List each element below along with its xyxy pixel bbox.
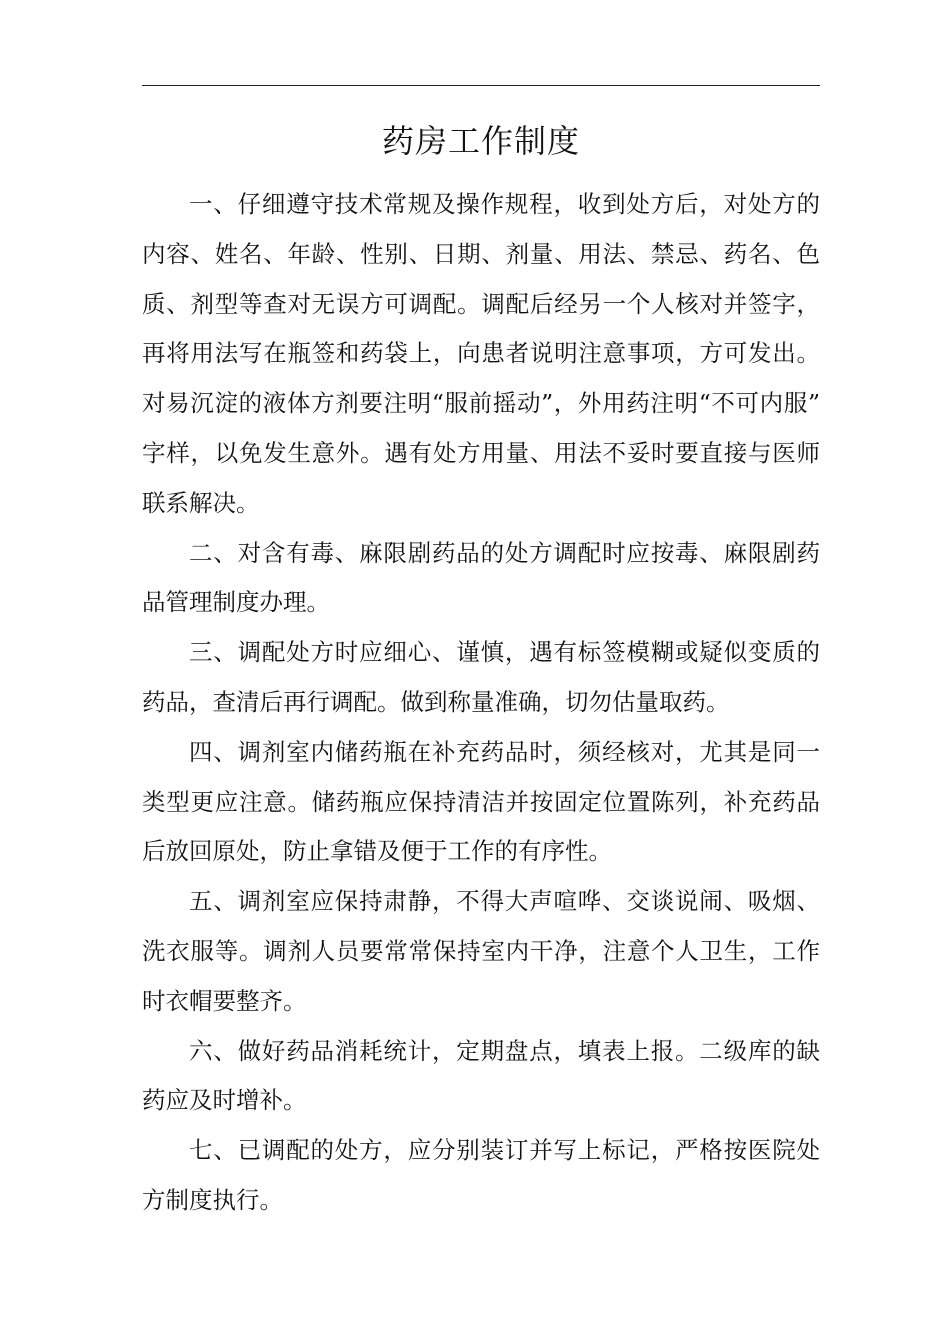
paragraph-3: 三、调配处方时应细心、谨慎，遇有标签模糊或疑似变质的药品，查清后再行调配。做到称量准确，切勿估量取药。 — [142, 638, 820, 716]
paragraph-6: 六、做好药品消耗统计，定期盘点，填表上报。二级库的缺药应及时增补。 — [142, 1036, 820, 1115]
document-title: 药房工作制度 — [381, 122, 580, 160]
paragraph-7: 七、已调配的处方，应分别装订并写上标记，严格按医院处方制度执行。 — [142, 1136, 820, 1214]
document-body — [142, 180, 820, 1226]
paragraph-5: 五、调剂室应保持肃静，不得大声喧哗、交谈说闹、吸烟、洗衣服等。调剂人员要常常保持室内干净，注意个人卫生，工作时衣帽要整齐。 — [142, 887, 820, 1015]
paragraph-4: 四、调剂室内储药瓶在补充药品时，须经核对，尤其是同一类型更应注意。储药瓶应保持清洁并按固定位置陈列，补充药品后放回原处，防止拿错及便于工作的有序性。 — [142, 737, 820, 866]
paragraph-2: 二、对含有毒、麻限剧药品的处方调配时应按毒、麻限剧药品管理制度办理。 — [142, 538, 820, 617]
paragraph-1: 一、仔细遵守技术常规及操作规程，收到处方后，对处方的内容、姓名、年龄、性别、日期、剂量、用法、禁忌、药名、色质、剂型等查对无误方可调配。调配后经另一个人核对并签字，再将用法写在瓶签和药袋上，向患者说明注意事项，方可发出。对易沉淀的液体方剂要注明“服前摇动”，外用药注明“不可内服”字样，以免发生意外。遇有处方用量、用法不妥时要直接与医师联系解决。 — [142, 190, 820, 517]
header-rule — [142, 85, 820, 86]
